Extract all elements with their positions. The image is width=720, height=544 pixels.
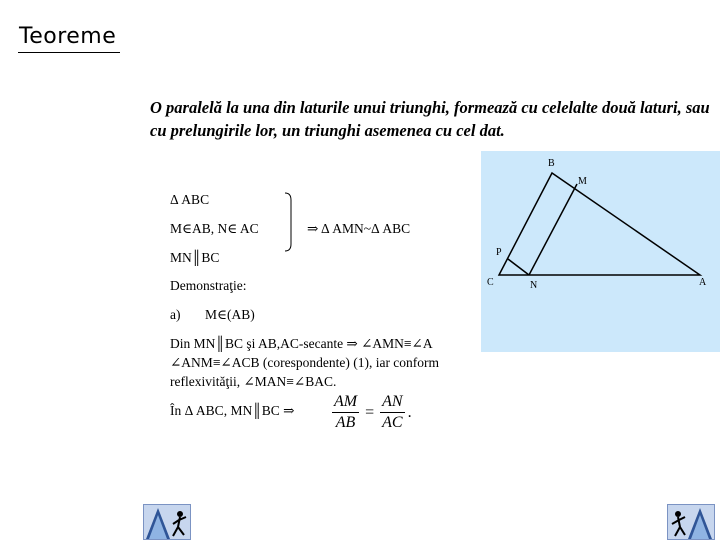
- segment-pn: [508, 259, 529, 275]
- proof-heading: Demonstraţie:: [170, 278, 247, 293]
- fraction-1-denominator: AB: [335, 414, 356, 431]
- formula-period: .: [407, 403, 412, 421]
- nav-prev-button[interactable]: [143, 504, 191, 540]
- triangle-diagram: [481, 151, 720, 352]
- proof-step-a-text: M∈(AB): [205, 307, 255, 322]
- label-a: A: [699, 277, 707, 288]
- theorem-statement: O paralelă la una din laturile unui triunghi, formează cu celelalte două laturi, sau cu prelungirile lor, un triunghi asemenea cu cel dat.: [150, 98, 710, 140]
- hypothesis-brace: [283, 192, 295, 252]
- label-m: M: [578, 176, 587, 187]
- triangle-figure: [481, 151, 720, 352]
- proportion-formula: [332, 392, 412, 433]
- proof-line-2: ∠ANM≡∠ACB (corespondente) (1), iar conform: [170, 355, 440, 370]
- title-underline: [18, 52, 120, 53]
- proof-line-4: În Δ ABC, MN║BC ⇒: [170, 403, 295, 418]
- fraction-1-numerator: AM: [332, 392, 359, 413]
- fraction-am-ab: [332, 392, 359, 433]
- hypothesis-line-1: Δ ABC: [170, 192, 210, 207]
- nav-next-button[interactable]: [667, 504, 715, 540]
- parallel-mn: [529, 184, 577, 275]
- proof-line-3: reflexivităţii, ∠MAN≡∠BAC.: [170, 374, 337, 389]
- proof-line-1: Din MN║BC şi AB,AC-secante ⇒ ∠AMN≡∠A: [170, 336, 433, 351]
- hypothesis-line-3: MN║BC: [170, 250, 220, 265]
- hypothesis-line-2: M∈AB, N∈ AC: [170, 221, 259, 236]
- triangle-figure-icon: [668, 505, 714, 539]
- triangle-abc: [499, 173, 700, 275]
- fraction-2-numerator: AN: [380, 392, 404, 413]
- fraction-an-ac: [380, 392, 404, 433]
- fraction-2-denominator: AC: [382, 414, 403, 431]
- slide-title: Teoreme: [19, 24, 117, 49]
- triangle-figure-icon: [144, 505, 190, 539]
- hypothesis-conclusion: ⇒ Δ AMN~Δ ABC: [307, 221, 411, 236]
- label-p: P: [496, 247, 502, 258]
- label-n: N: [530, 280, 538, 291]
- label-c: C: [487, 277, 494, 288]
- proof-step-a-label: a): [170, 307, 181, 322]
- equals-sign: =: [365, 403, 375, 421]
- label-b: B: [548, 158, 555, 169]
